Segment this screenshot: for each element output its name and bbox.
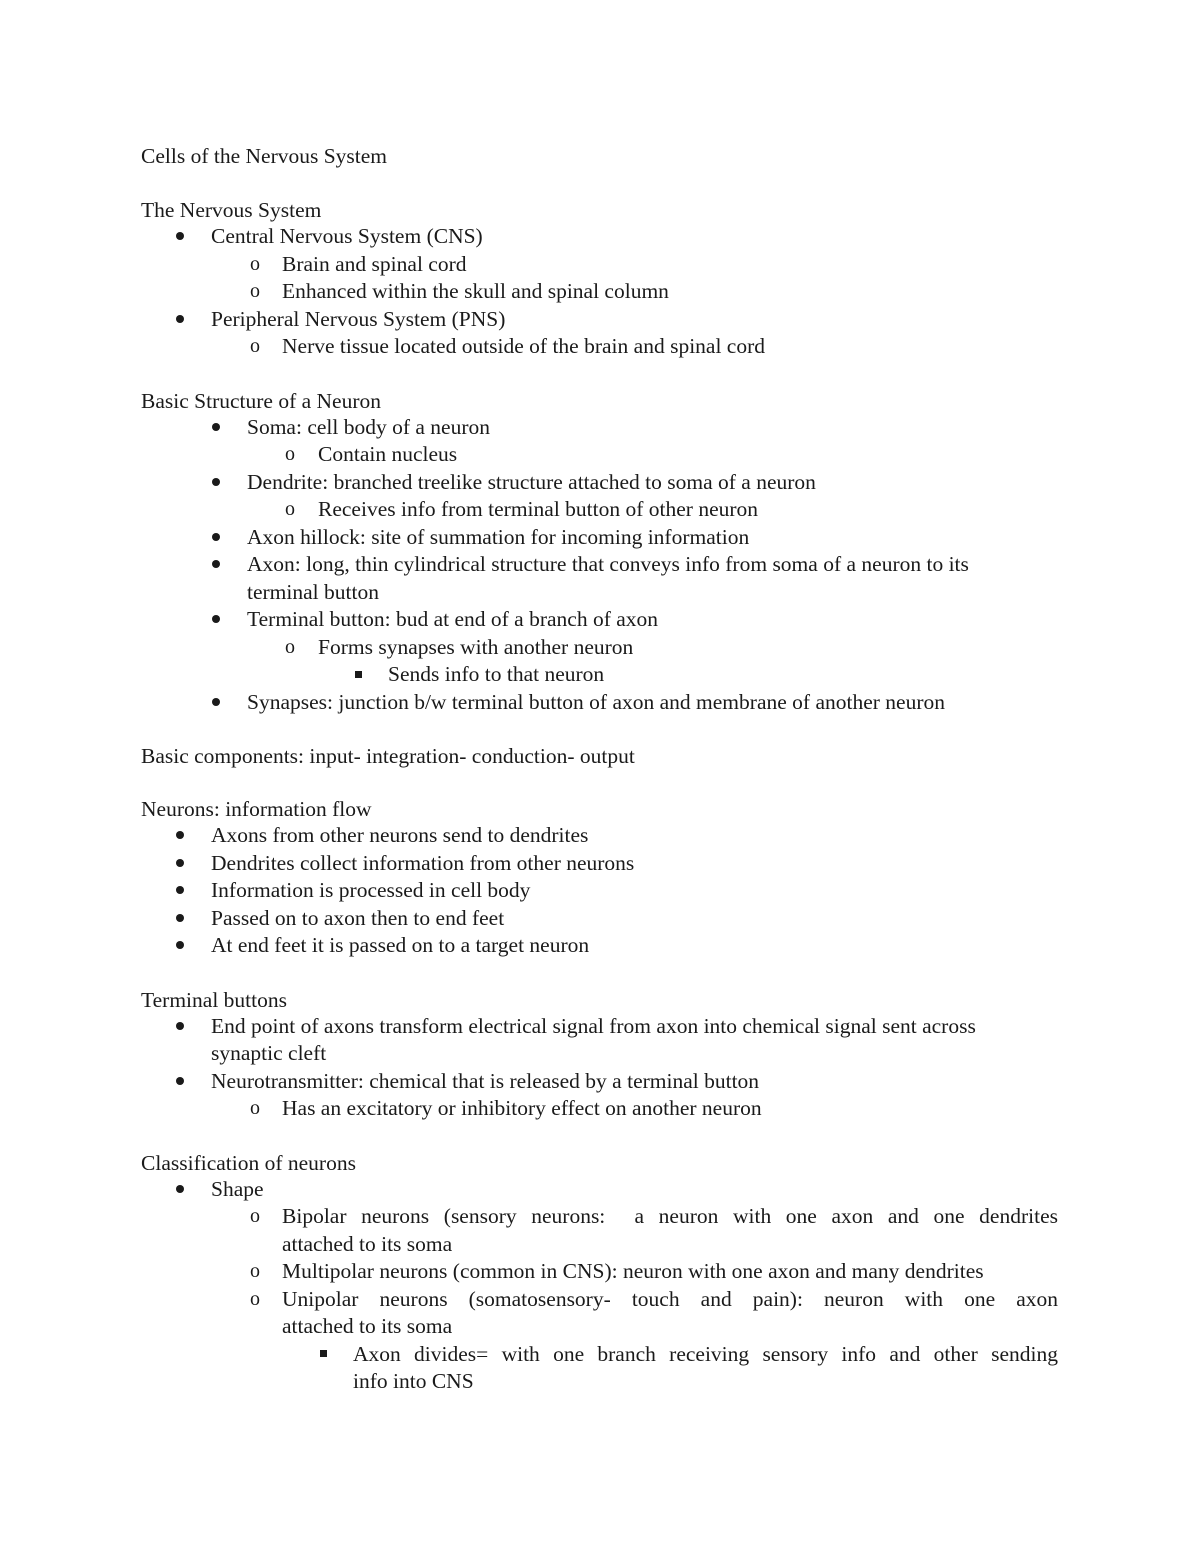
list-item: Dendrite: branched treelike structure attached to soma of a neuron: [141, 469, 1061, 497]
list-item: Peripheral Nervous System (PNS): [141, 306, 1061, 334]
bullet-icon: [170, 932, 190, 960]
list-item: Axons from other neurons send to dendrites: [141, 822, 1061, 850]
list-item: o Receives info from terminal button of other neuron: [141, 496, 1061, 524]
list-item: o Forms synapses with another neuron: [141, 634, 1061, 662]
bullet-icon: [170, 1013, 190, 1041]
circle-bullet-icon: o: [285, 635, 295, 658]
section-heading: Terminal buttons: [141, 987, 287, 1012]
bullet-icon: [170, 850, 190, 878]
bullet-icon: [170, 905, 190, 933]
bullet-icon: [170, 822, 190, 850]
square-bullet-icon: [348, 661, 368, 689]
circle-bullet-icon: o: [250, 1260, 260, 1282]
section-heading: Basic components: input- integration- conduction- output: [141, 744, 635, 768]
list-item: o Unipolar neurons (somatosensory- touch and pain): neuron with one axon attached to its soma: [141, 1286, 1058, 1341]
circle-bullet-icon: o: [250, 1097, 260, 1119]
list-item: o Contain nucleus: [141, 441, 1061, 469]
section-heading: Classification of neurons: [141, 1150, 356, 1175]
list-item: Soma: cell body of a neuron: [141, 414, 1061, 442]
list-item: At end feet it is passed on to a target neuron: [141, 932, 1061, 960]
list-item: o Brain and spinal cord: [141, 251, 1061, 279]
circle-bullet-icon: o: [285, 498, 295, 520]
section-neuron-structure: [141, 387, 1061, 717]
section-basic-components: [141, 742, 1061, 769]
list-item: o Multipolar neurons (common in CNS): neuron with one axon and many dendrites: [141, 1258, 1061, 1286]
section-nervous-system: [141, 196, 1061, 361]
document-body: [141, 140, 1061, 1396]
list-item: Synapses: junction b/w terminal button of axon and membrane of another neuron: [141, 689, 1061, 717]
bullet-icon: [206, 689, 226, 717]
list-item: o Nerve tissue located outside of the brain and spinal cord: [141, 333, 1061, 361]
list-item: Central Nervous System (CNS): [141, 223, 1061, 251]
section-heading: Neurons: information flow: [141, 797, 372, 821]
bullet-icon: [170, 223, 190, 251]
square-bullet-icon: [313, 1341, 333, 1369]
circle-bullet-icon: o: [250, 1205, 260, 1227]
list-item: Dendrites collect information from other neurons: [141, 850, 1061, 878]
circle-bullet-icon: o: [250, 280, 260, 302]
bullet-icon: [206, 551, 226, 579]
section-heading: The Nervous System: [141, 198, 322, 222]
section-terminal-buttons: [141, 986, 1061, 1123]
list-item: o Has an excitatory or inhibitory effect on another neuron: [141, 1095, 1061, 1123]
bullet-icon: [206, 414, 226, 442]
list-item: o Enhanced within the skull and spinal column: [141, 278, 1061, 306]
bullet-icon: [206, 469, 226, 497]
list-item: o Bipolar neurons (sensory neurons: a neuron with one axon and one dendrites attached to its soma: [141, 1203, 1058, 1258]
document-title: Cells of the Nervous System: [141, 144, 388, 168]
bullet-icon: [170, 1068, 190, 1096]
list-item: End point of axons transform electrical signal from axon into chemical signal sent across synaptic cleft: [141, 1013, 1061, 1068]
circle-bullet-icon: o: [285, 443, 295, 465]
bullet-icon: [206, 524, 226, 552]
bullet-icon: [170, 306, 190, 334]
list-item: Axon hillock: site of summation for incoming information: [141, 524, 1061, 552]
section-information-flow: [141, 795, 1061, 960]
bullet-icon: [170, 1176, 190, 1204]
list-item: Neurotransmitter: chemical that is released by a terminal button: [141, 1068, 1061, 1096]
list-item: Terminal button: bud at end of a branch of axon: [141, 606, 1061, 634]
bullet-icon: [206, 606, 226, 634]
circle-bullet-icon: o: [250, 252, 260, 275]
list-item: Sends info to that neuron: [141, 661, 1061, 689]
list-item: Information is processed in cell body: [141, 877, 1061, 905]
circle-bullet-icon: o: [250, 335, 260, 357]
circle-bullet-icon: o: [250, 1287, 260, 1310]
list-item: Shape: [141, 1176, 1061, 1204]
section-classification: [141, 1149, 1061, 1396]
list-item: Axon divides= with one branch receiving sensory info and other sending info into CNS: [141, 1341, 1058, 1396]
list-item: Passed on to axon then to end feet: [141, 905, 1061, 933]
section-heading: Basic Structure of a Neuron: [141, 388, 382, 413]
list-item: Axon: long, thin cylindrical structure that conveys info from soma of a neuron to its terminal button: [141, 551, 1061, 606]
bullet-icon: [170, 877, 190, 905]
